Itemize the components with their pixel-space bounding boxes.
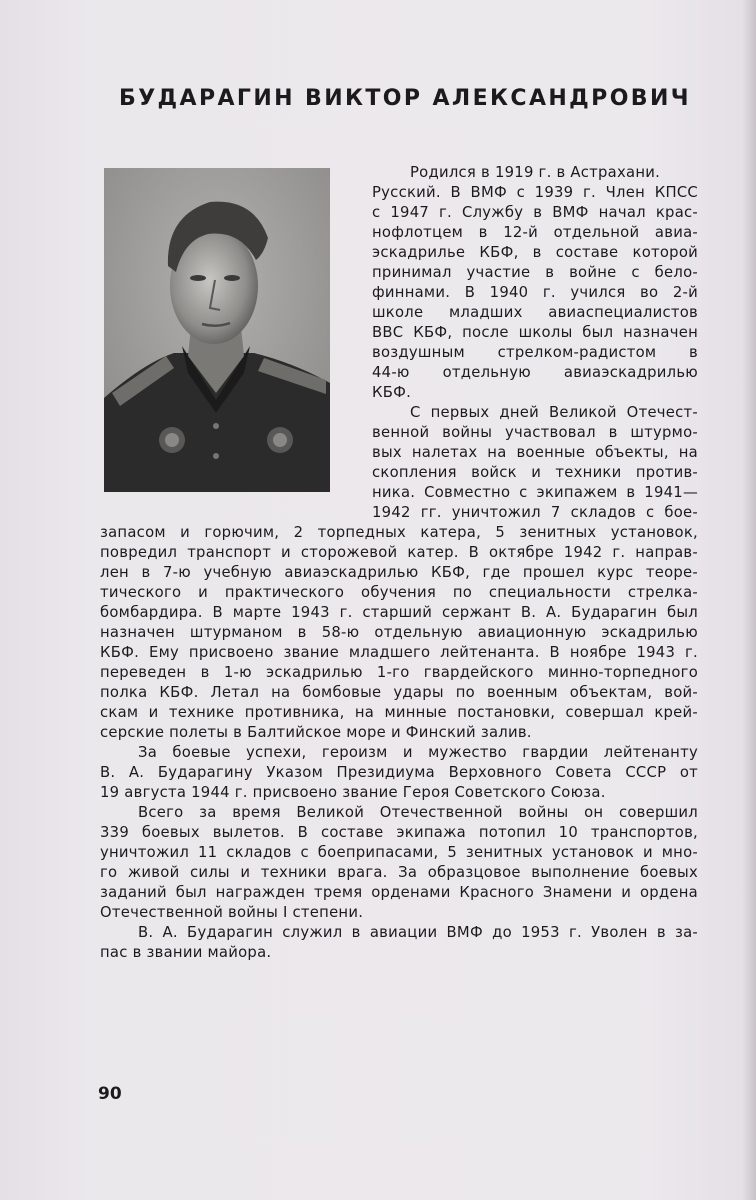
text-line: назначен штурманом в 58-ю отдельную авиационную эскадрилью — [100, 624, 698, 641]
portrait-photo — [104, 168, 330, 492]
text-line: воздушным стрелком-радистом в — [372, 344, 698, 361]
page-edge-shadow — [742, 0, 756, 1200]
text-line: с 1947 г. Службу в ВМФ начал крас- — [372, 204, 698, 221]
text-line: тического и практического обучения по специальности стрелка- — [100, 584, 698, 601]
text-line: КБФ. — [372, 384, 412, 401]
text-line: Отечественной войны I степени. — [100, 904, 364, 921]
text-line: КБФ. Ему присвоено звание младшего лейтенанта. В ноябре 1943 г. — [100, 644, 698, 661]
text-line: финнами. В 1940 г. учился во 2-й — [372, 284, 698, 301]
text-line: В. А. Бударагин служил в авиации ВМФ до 1953 г. Уволен в за- — [138, 924, 698, 941]
text-line: 339 боевых вылетов. В составе экипажа потопил 10 транспортов, — [100, 824, 698, 841]
text-line: принимал участие в войне с бело- — [372, 264, 698, 281]
text-line: За боевые успехи, героизм и мужество гвардии лейтенанту — [138, 744, 698, 761]
text-line: ВВС КБФ, после школы был назначен — [372, 324, 698, 341]
text-line: В. А. Бударагину Указом Президиума Верховного Совета СССР от — [100, 764, 698, 781]
text-line: скопления войск и техники против- — [372, 464, 698, 481]
text-line: Русский. В ВМФ с 1939 г. Член КПСС — [372, 184, 698, 201]
text-line: бомбардира. В марте 1943 г. старший сержант В. А. Бударагин был — [100, 604, 698, 621]
text-line: заданий был награжден тремя орденами Красного Знамени и ордена — [100, 884, 698, 901]
text-line: С первых дней Великой Отечест- — [410, 404, 698, 421]
text-line: школе младших авиаспециалистов — [372, 304, 698, 321]
text-line: повредил транспорт и сторожевой катер. В октябре 1942 г. направ- — [100, 544, 698, 561]
text-line: го живой силы и техники врага. За образцовое выполнение боевых — [100, 864, 698, 881]
page-title: БУДАРАГИН ВИКТОР АЛЕКСАНДРОВИЧ — [119, 86, 691, 111]
text-line: вых налетах на военные объекты, на — [372, 444, 698, 461]
text-line: эскадрилье КБФ, в составе которой — [372, 244, 698, 261]
text-line: серские полеты в Балтийское море и Финский залив. — [100, 724, 532, 741]
text-line: ника. Совместно с экипажем в 1941— — [372, 484, 698, 501]
text-line: пас в звании майора. — [100, 944, 272, 961]
text-line: 1942 гг. уничтожил 7 складов с бое- — [372, 504, 698, 521]
text-line: скам и технике противника, на минные постановки, совершал крей- — [100, 704, 698, 721]
text-line: переведен в 1-ю эскадрилью 1-го гвардейского минно-торпедного — [100, 664, 698, 681]
text-line: лен в 7-ю учебную авиаэскадрилью КБФ, где прошел курс теоре- — [100, 564, 698, 581]
text-line: 44-ю отдельную авиаэскадрилью — [372, 364, 698, 381]
text-line: уничтожил 11 складов с боеприпасами, 5 зенитных установок и мно- — [100, 844, 698, 861]
page-number: 90 — [98, 1084, 122, 1104]
text-line: венной войны участвовал в штурмо- — [372, 424, 698, 441]
text-line: нофлотцем в 12-й отдельной авиа- — [372, 224, 698, 241]
text-line: запасом и горючим, 2 торпедных катера, 5 зенитных установок, — [100, 524, 698, 541]
text-line: Всего за время Великой Отечественной войны он совершил — [138, 804, 698, 821]
text-line: Родился в 1919 г. в Астрахани. — [410, 164, 661, 181]
text-line: полка КБФ. Летал на бомбовые удары по военным объектам, вой- — [100, 684, 698, 701]
text-line: 19 августа 1944 г. присвоено звание Героя Советского Союза. — [100, 784, 606, 801]
portrait-illustration — [104, 168, 330, 492]
